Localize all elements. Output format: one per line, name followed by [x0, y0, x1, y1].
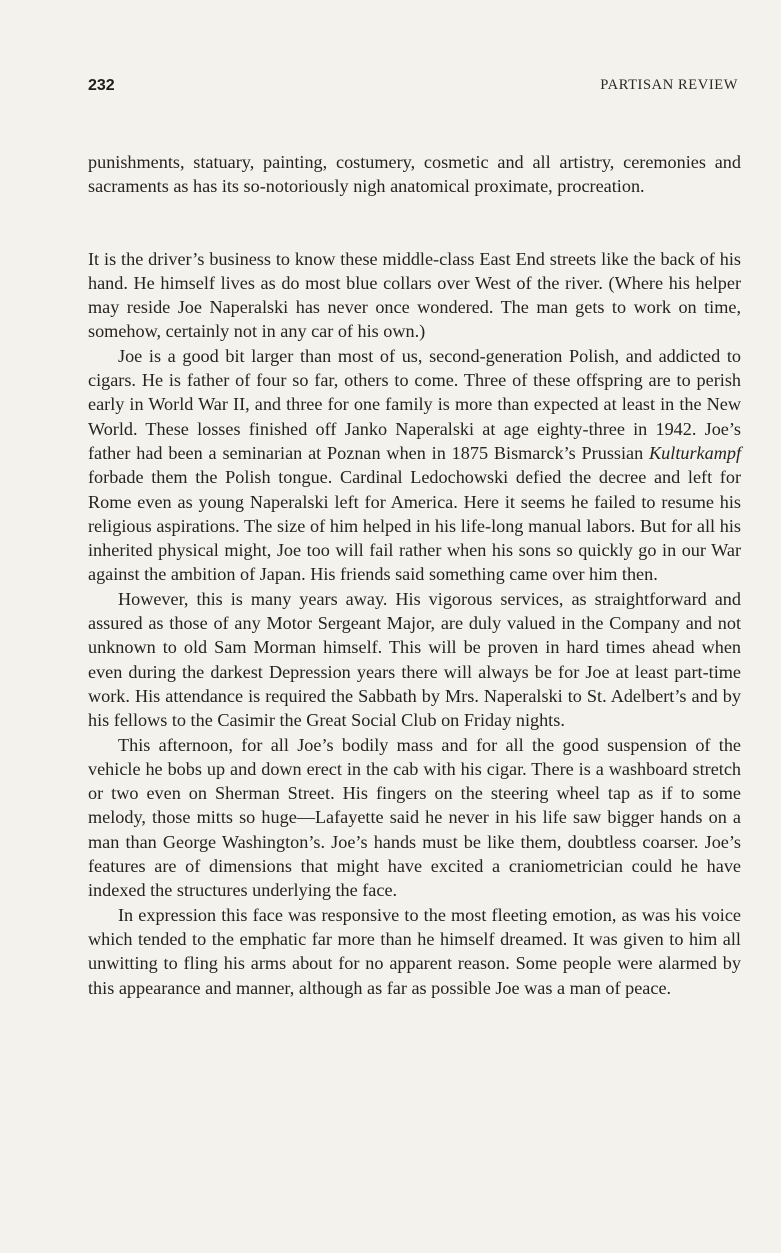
body-text [88, 150, 741, 1000]
paragraph-text: forbade them the Polish tongue. Cardinal Ledochowski defied the decree and left for Rome even as young Naperalski left for America. Here it seems he failed to resume his religious aspirations. The size of him helped in his life-long manual labors. But for all his inherited physical might, Joe too will fail rather when his sons so quickly go in our War against the ambition of Japan. His friends said something came over him then. [88, 467, 741, 585]
paragraph: However, this is many years away. His vigorous services, as straightforward and assured as those of any Motor Sergeant Major, are duly valued in the Company and not unknown to old Sam Morman himself. This will be proven in hard times ahead when even during the darkest Depression years there will always be for Joe at least part-time work. His attendance is required the Sabbath by Mrs. Naperalski to St. Adelbert’s and by his fellows to the Casimir the Great Social Club on Friday nights. [88, 588, 741, 731]
italic-term: Kulturkampf [649, 442, 741, 463]
page-number: 232 [88, 77, 115, 94]
paragraph: In expression this face was responsive to the most fleeting emotion, as was his voice which tended to the emphatic far more than he himself dreamed. It was given to him all unwitting to fling his arms about for no apparent reason. Some people were alarmed by this appearance and manner, although as far as possible Joe was a man of peace. [88, 904, 741, 998]
paragraph-continued: punishments, statuary, painting, costumery, cosmetic and all artistry, ceremonies and sacraments as has its so-notoriously nigh anatomical proximate, procreation. [88, 152, 741, 197]
paragraph-section-start: It is the driver’s business to know these middle-class East End streets like the back of his hand. He himself lives as do most blue collars over West of the river. (Where his helper may reside Joe Naperalski has never once wondered. The man gets to work on time, somehow, certainly not in any car of his own.) [88, 248, 741, 342]
paragraph-text: Joe is a good bit larger than most of us, second-generation Polish, and addicted to cigars. He is father of four so far, others to come. Three of these offspring are to perish early in World War II, and three for one family is more than expected at least in the New World. These losses finished off Janko Naperalski at age eighty-three in 1942. Joe’s father had been a seminarian at Poznan when in 1875 Bismarck’s Prussian [88, 345, 741, 463]
paragraph: This afternoon, for all Joe’s bodily mass and for all the good suspension of the vehicle he bobs up and down erect in the cab with his cigar. There is a washboard stretch or two even on Sherman Street. His fingers on the steering wheel tap as if to some melody, those mitts so huge—Lafayette said he never in his life saw bigger hands on a man than George Washington’s. Joe’s hands must be like them, doubtless coarser. Joe’s features are of dimensions that might have excited a craniometrician could he have indexed the structures underlying the face. [88, 734, 741, 901]
journal-title: PARTISAN REVIEW [600, 77, 738, 93]
running-head [88, 77, 738, 101]
paragraph [88, 344, 741, 587]
